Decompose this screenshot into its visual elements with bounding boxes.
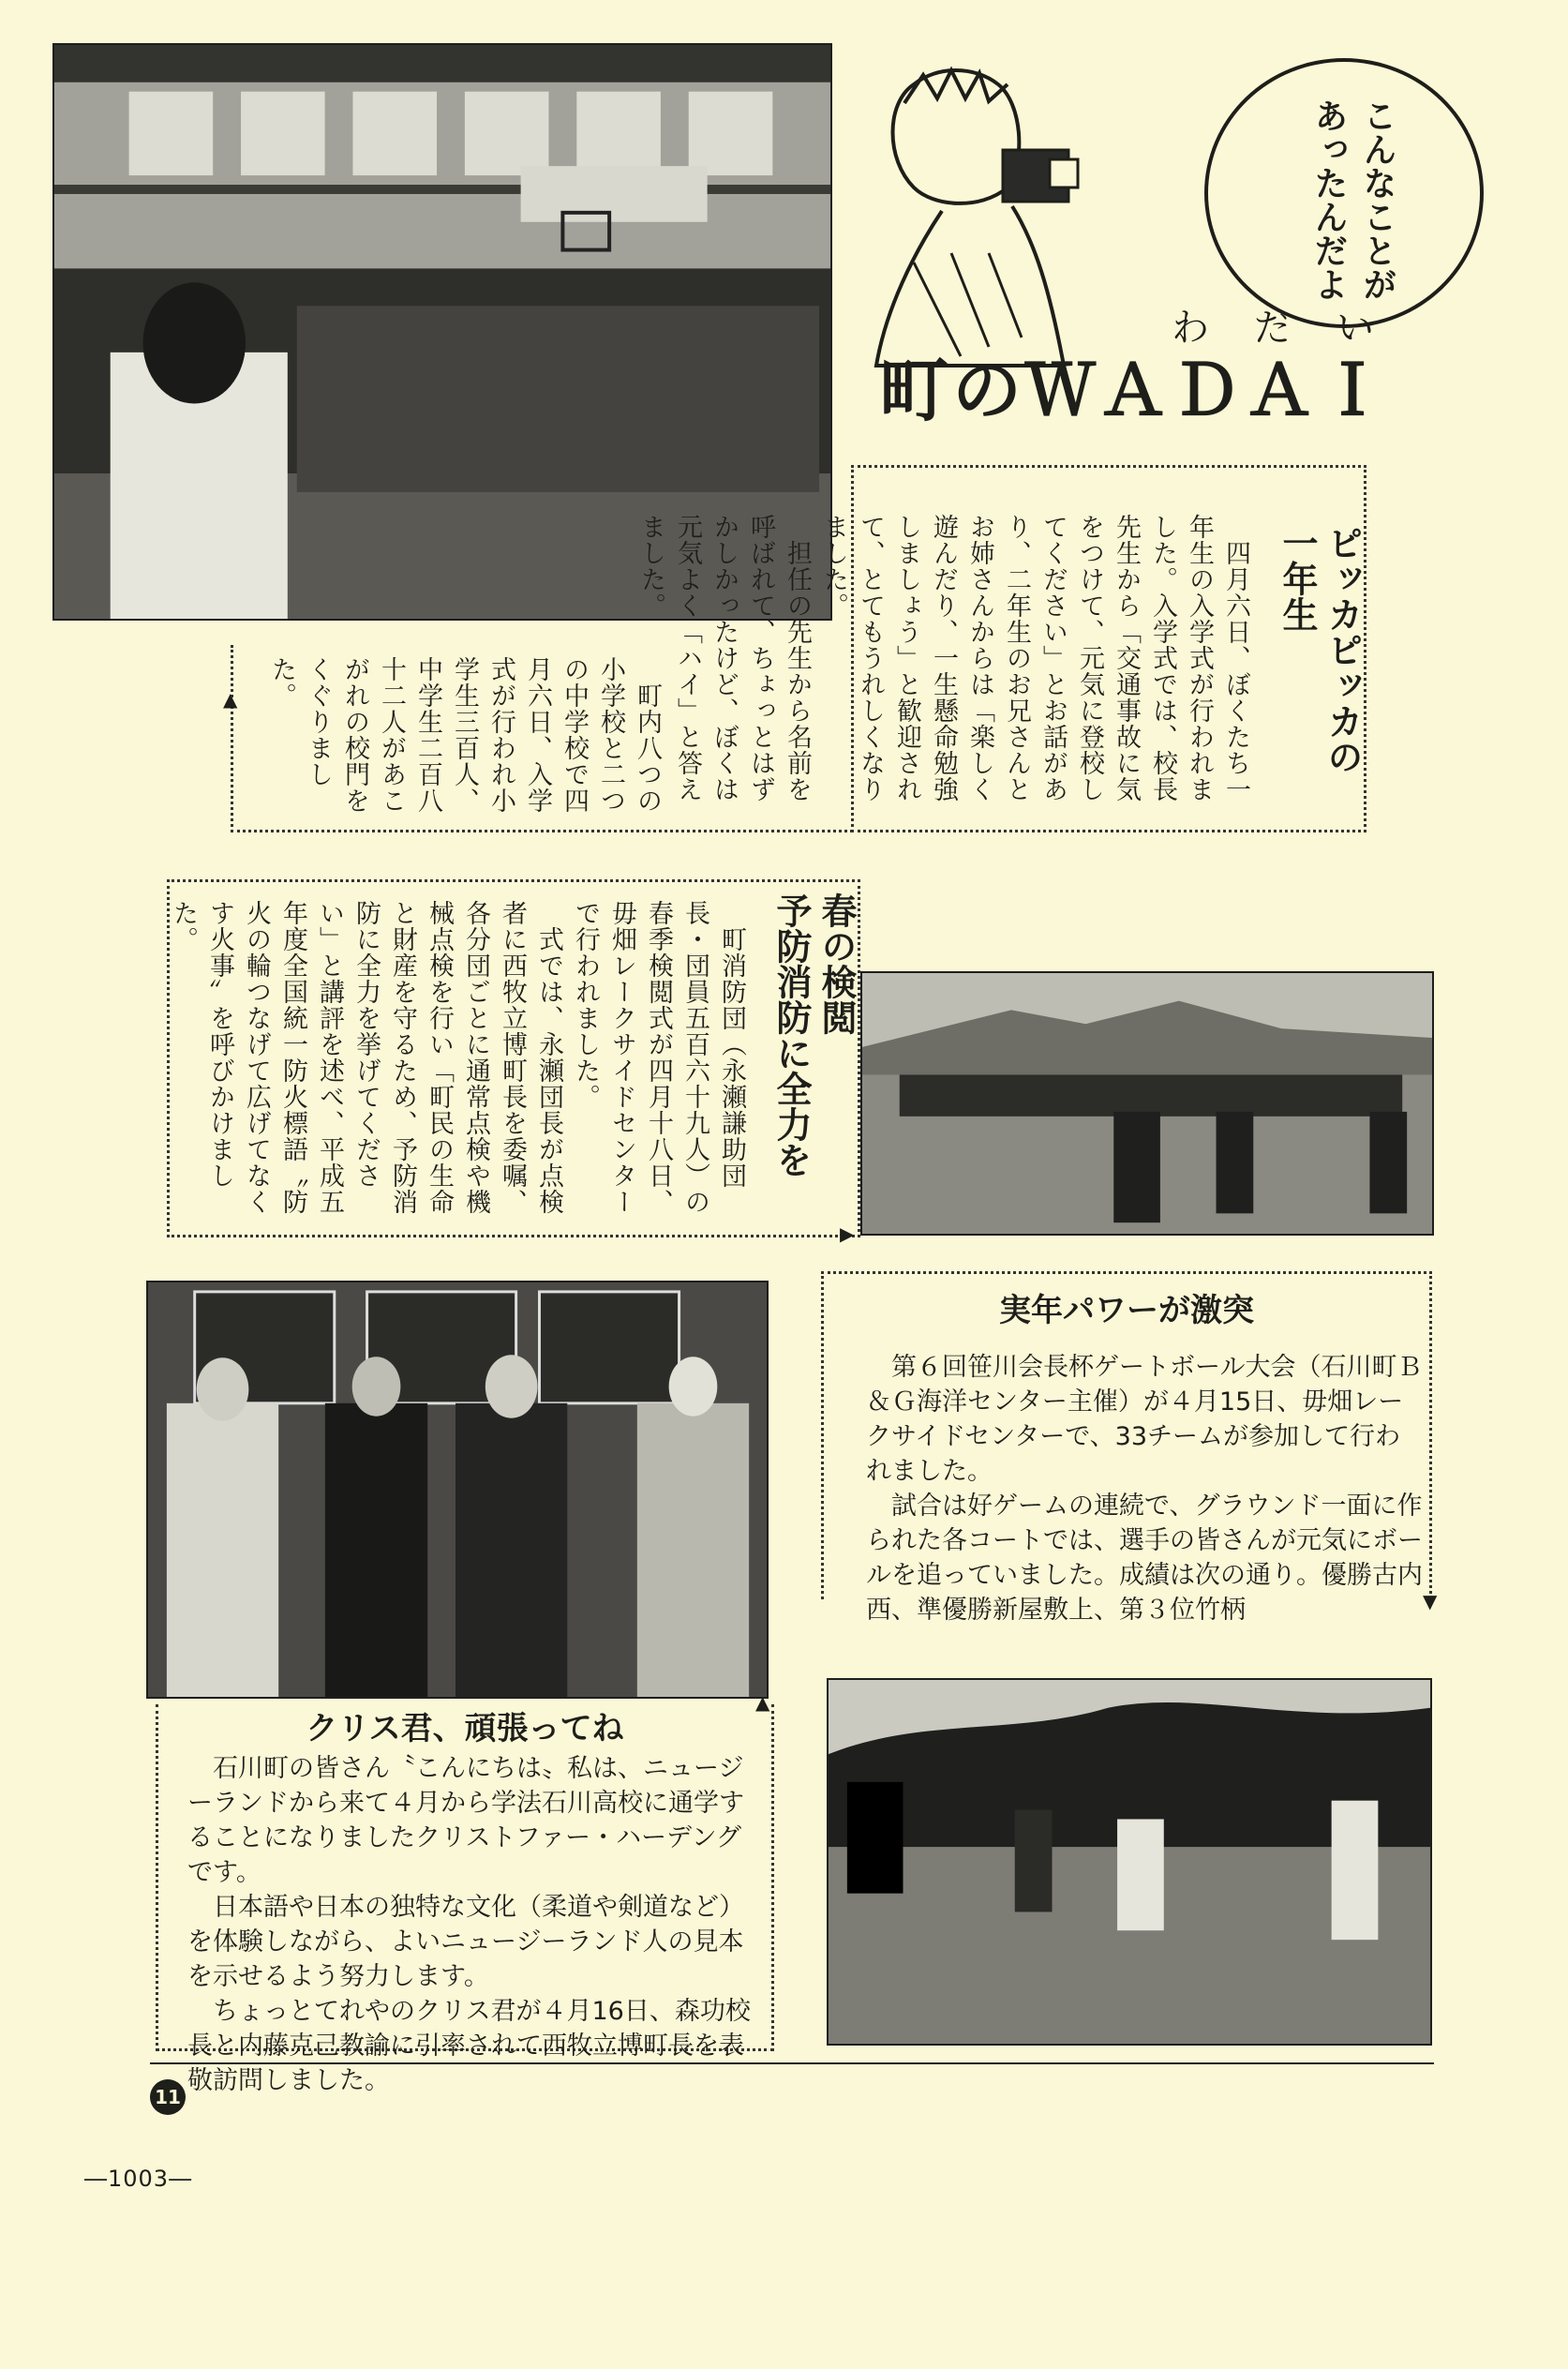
article-chris-title: クリス君、頑張ってね: [306, 1710, 624, 1747]
article-first-grade-body-upper: 四月六日、ぼくたち一年生の入学式が行われました。入学式では、校長先生から「交通事故に気をつけて、元気に登校してください」とお話があり、二年生のお兄さんとお姉さんからは「楽しく遊んだり、一生懸命勉強しましょう」と歓迎されて、とてもうれしくなりました。 担任の先生から名前を呼ばれて、ちょっとはずかしかったけど、ぼくは元気よく「ハイ」と答えました。: [636, 514, 1250, 802]
photo-fire-brigade: [860, 971, 1434, 1236]
article-chris-paragraph: 石川町の皆さん〝こんにちは〟私は、ニュージーランドから来て４月から学法石川高校に通学することになりましたクリストファー・ハーデングです。: [187, 1754, 744, 1887]
camera-boy-illustration: [848, 47, 1120, 384]
article-gateball-body: [866, 1350, 1425, 1625]
photo-chris-visit: [146, 1281, 769, 1699]
article-chris-paragraph: ちょっとてれやのクリス君が４月16日、森功校長と内藤克己教諭に引率されて西牧立博町長を表敬訪問しました。: [187, 1997, 751, 2095]
page-number: ―1003―: [84, 2166, 193, 2192]
article-first-grade-title: ピッカピッカの 一年生: [1277, 525, 1363, 774]
masthead-ruby: わ だ い: [1172, 307, 1378, 350]
arrow-down-icon: ▼: [1423, 1590, 1438, 1612]
gateball-scene: [829, 1680, 1430, 2044]
article-gateball-paragraph: 試合は好ゲームの連続で、グラウンド一面に作られた各コートでは、選手の皆さんが元気にボールを追っていました。成績は次の通り。優勝古内西、準優勝新屋敷上、第３位竹柄: [866, 1492, 1423, 1625]
page-badge: 11: [150, 2079, 186, 2115]
article-gateball-title: 実年パワーが激突: [999, 1292, 1254, 1329]
article-fire-title: 春の検閲 予防消防に全力を: [770, 892, 857, 1177]
article-chris-paragraph: 日本語や日本の独特な文化（柔道や剣道など）を体験しながら、よいニュージーランド人の見本を示せるよう努力します。: [187, 1893, 744, 1991]
arrow-up-icon: ▲: [223, 688, 238, 711]
article-fire-body: 町消防団（永瀬謙助団長・団員五百六十九人）の春季検閲式が四月十八日、毋畑レークサイドセンターで行われました。 式では、永瀬団長が点検者に西牧立博町長を委嘱、各分団ごとに通常点検や機械点検を行い「町民の生命と財産を守るため、予防消防に全力を挙げてください」と講評を述べ、平成五年度全国統一防火標語〝防火の輪つなげて広げてなくす火事〟を呼びかけました。: [169, 900, 746, 1215]
speech-bubble-text: こんなことが あったんだよ: [1309, 98, 1396, 301]
article-gateball-paragraph: 第６回笹川会長杯ゲートボール大会（石川町Ｂ＆Ｇ海洋センター主催）が４月15日、毋畑レークサイドセンターで、33チームが参加して行われました。: [866, 1353, 1423, 1486]
office-scene: [148, 1282, 767, 1697]
footer-rule: [150, 2062, 1434, 2064]
article-first-grade-body-lower: 町内八つの小学校と二つの中学校で四月六日、入学式が行われ小学生三百人、中学生二百八十二人があこがれの校門をくぐりました。: [267, 656, 662, 814]
article-chris-body: [187, 1751, 767, 2095]
masthead-title: 町のＷＡＤＡＩ: [879, 351, 1391, 431]
field-scene: [862, 973, 1432, 1234]
arrow-up-icon: ▲: [755, 1691, 770, 1714]
photo-gateball: [827, 1678, 1432, 2046]
arrow-right-icon: ▶: [840, 1222, 855, 1245]
